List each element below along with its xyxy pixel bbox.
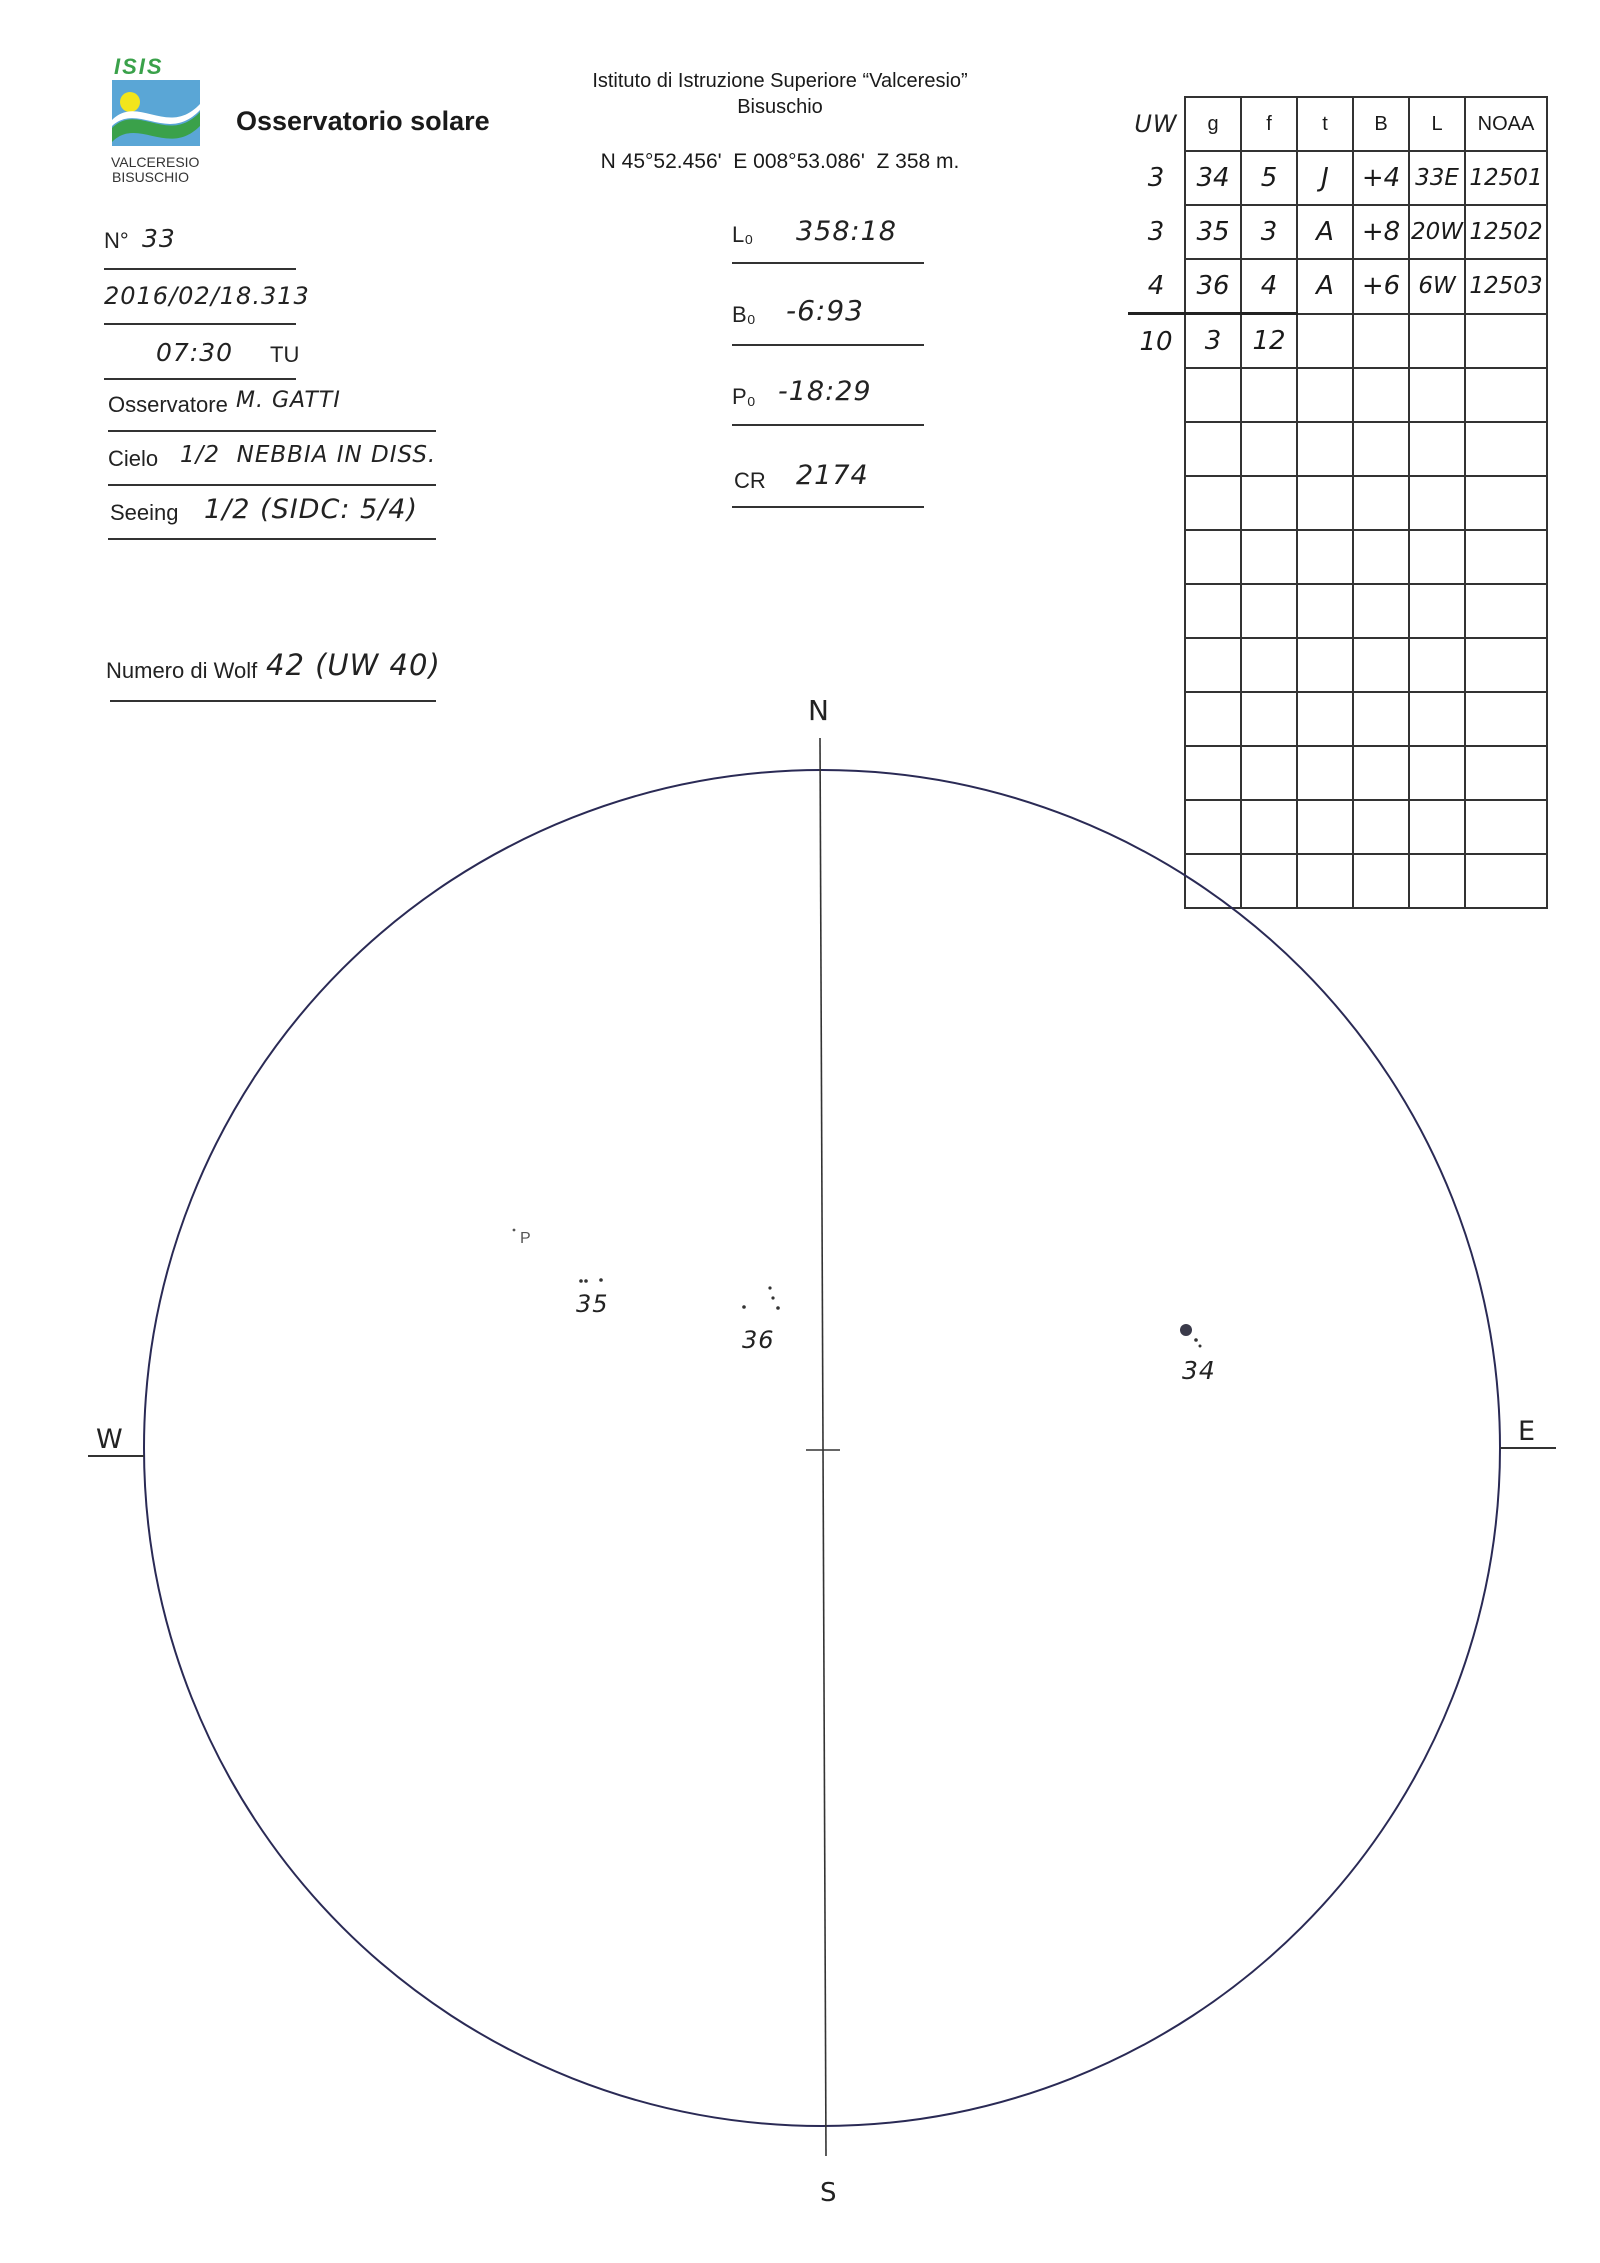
cell: 3 xyxy=(1147,217,1165,247)
cell: A xyxy=(1297,259,1353,314)
table-row xyxy=(1128,205,1547,259)
number-label: N° xyxy=(104,228,129,253)
sunspot xyxy=(1199,1345,1202,1348)
institute-name: Istituto di Istruzione Superiore “Valceresio” xyxy=(592,70,968,92)
institute-town: Bisuschio xyxy=(737,96,823,118)
header-g: g xyxy=(1185,97,1241,151)
table-empty-row xyxy=(1128,692,1547,746)
table-empty-row xyxy=(1128,584,1547,638)
table-header-row xyxy=(1128,97,1547,151)
east-label: E xyxy=(1518,1416,1537,1447)
cell: 33E xyxy=(1409,151,1465,205)
cell: 5 xyxy=(1241,151,1297,205)
table-empty-row xyxy=(1128,854,1547,908)
seeing-value: 1/2 (SIDC: 5/4) xyxy=(204,494,418,525)
b0-value: -6:93 xyxy=(786,294,864,327)
header-b: B xyxy=(1353,97,1409,151)
sunspot xyxy=(768,1286,771,1289)
groups-table xyxy=(1128,96,1548,909)
logo-emblem-icon xyxy=(108,76,208,156)
cell: 3 xyxy=(1147,163,1165,193)
time-value: 07:30 xyxy=(156,338,234,367)
group-label-36: 36 xyxy=(742,1326,775,1354)
sunspot xyxy=(599,1278,603,1282)
table-empty-row xyxy=(1128,746,1547,800)
sky-label: Cielo xyxy=(108,446,159,471)
table-total-row xyxy=(1128,314,1547,369)
cell: 4 xyxy=(1241,259,1297,314)
cell: 35 xyxy=(1185,205,1241,259)
observer-value: M. GATTI xyxy=(236,388,341,413)
cell: 6W xyxy=(1409,259,1465,314)
institute-coords: N 45°52.456' E 008°53.086' Z 358 m. xyxy=(600,150,960,173)
cr-label: CR xyxy=(734,468,766,493)
logo-sub2: BISUSCHIO xyxy=(112,169,190,185)
number-value: 33 xyxy=(142,224,176,253)
header-f: f xyxy=(1241,97,1297,151)
sunspot xyxy=(579,1279,583,1283)
sunspot xyxy=(776,1306,780,1310)
cell: 4 xyxy=(1147,270,1165,301)
date-value: 2016/02/18.313 xyxy=(104,282,310,310)
header-t: t xyxy=(1297,97,1353,151)
table-empty-row xyxy=(1128,638,1547,692)
sunspot xyxy=(1194,1338,1198,1342)
p0-label: P₀ xyxy=(732,384,756,409)
seeing-label: Seeing xyxy=(110,500,179,525)
header-l: L xyxy=(1409,97,1465,151)
solar-disk xyxy=(144,770,1500,2126)
group-label-34: 34 xyxy=(1182,1356,1216,1385)
cell: 20W xyxy=(1409,205,1465,259)
sunspot xyxy=(584,1279,588,1283)
cell: +4 xyxy=(1353,151,1409,205)
cell: 12503 xyxy=(1465,259,1547,314)
cell: +6 xyxy=(1353,259,1409,314)
wolf-label: Numero di Wolf xyxy=(106,658,258,683)
observatory-title: Osservatorio solare xyxy=(236,106,490,136)
total-f: 12 xyxy=(1241,314,1297,369)
observer-label: Osservatore xyxy=(108,392,228,417)
cell: J xyxy=(1297,151,1353,205)
north-label: N xyxy=(808,694,830,727)
sky-value: 1/2 NEBBIA IN DISS. xyxy=(180,442,437,468)
cell: 3 xyxy=(1241,205,1297,259)
p0-value: -18:29 xyxy=(778,376,872,407)
table-empty-row xyxy=(1128,476,1547,530)
south-label: S xyxy=(820,2178,838,2208)
cell: 12501 xyxy=(1465,151,1547,205)
cell xyxy=(1353,314,1409,369)
cr-value: 2174 xyxy=(796,460,869,491)
cell xyxy=(1297,314,1353,369)
time-unit: TU xyxy=(270,342,300,367)
l0-value: 358:18 xyxy=(796,216,897,247)
table-row xyxy=(1128,151,1547,205)
faculae-dot xyxy=(513,1229,516,1232)
wolf-value: 42 (UW 40) xyxy=(266,648,441,682)
table-row xyxy=(1128,259,1547,314)
cell xyxy=(1409,314,1465,369)
b0-label: B₀ xyxy=(732,302,756,327)
sunspot xyxy=(771,1296,774,1299)
sunspot xyxy=(1180,1324,1192,1336)
logo-sub1: VALCERESIO xyxy=(111,154,200,170)
cell: 36 xyxy=(1185,259,1241,314)
total-g: 3 xyxy=(1185,314,1241,369)
group-label-35: 35 xyxy=(576,1290,609,1318)
logo-text: ISIS xyxy=(114,54,164,79)
cell xyxy=(1465,314,1547,369)
table-empty-row xyxy=(1128,530,1547,584)
sunspot xyxy=(742,1305,746,1309)
table-empty-row xyxy=(1128,422,1547,476)
table-empty-row xyxy=(1128,800,1547,854)
header-uw: UW xyxy=(1134,110,1178,138)
total-uw: 10 xyxy=(1128,314,1185,369)
cell: 12502 xyxy=(1465,205,1547,259)
table-empty-row xyxy=(1128,368,1547,422)
header-noaa: NOAA xyxy=(1465,97,1547,151)
logo xyxy=(108,54,216,184)
ns-axis xyxy=(820,738,826,2156)
cell: +8 xyxy=(1353,205,1409,259)
west-label: W xyxy=(96,1424,124,1455)
cell: A xyxy=(1297,205,1353,259)
l0-label: L₀ xyxy=(732,222,754,247)
cell: 34 xyxy=(1185,151,1241,205)
faculae-label: P xyxy=(520,1230,531,1247)
